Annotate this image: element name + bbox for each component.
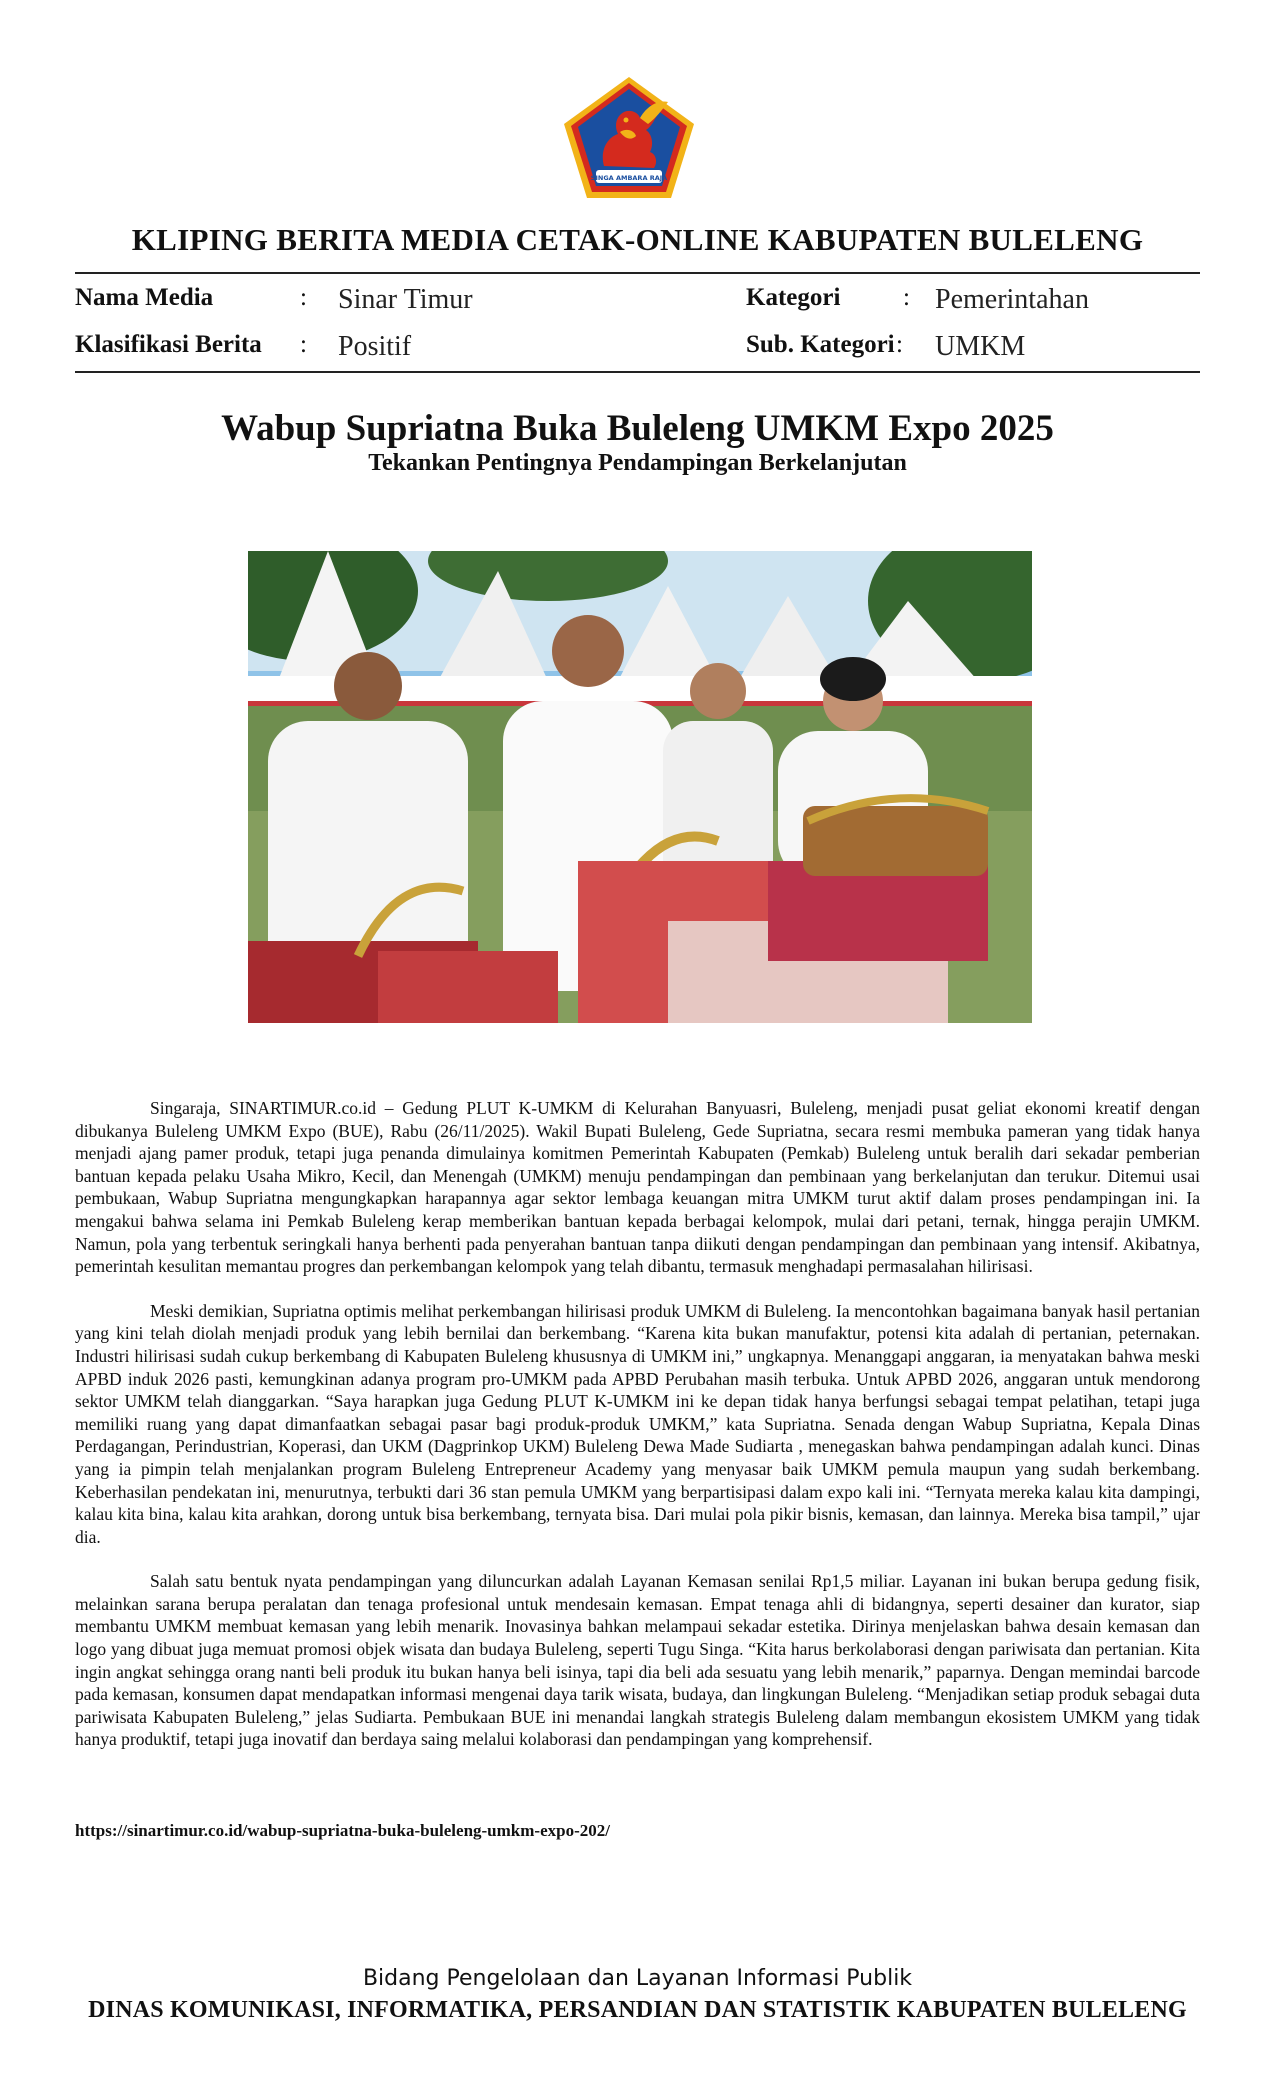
media-name-label: Nama Media — [75, 284, 214, 311]
subcategory-label: Sub. Kategori — [746, 331, 895, 358]
article-photo — [248, 551, 1032, 1023]
news-classification-value: Positif — [338, 331, 412, 362]
document-title: KLIPING BERITA MEDIA CETAK-ONLINE KABUPATEN BULELENG — [131, 222, 1144, 257]
crest-icon — [560, 74, 698, 202]
article-headline: Wabup Supriatna Buka Buleleng UMKM Expo 2025 — [221, 408, 1054, 449]
news-classification-label: Klasifikasi Berita — [75, 331, 262, 358]
category-label: Kategori — [746, 284, 841, 311]
header-divider-bottom — [75, 371, 1200, 373]
buleleng-crest-logo — [560, 74, 698, 202]
article-paragraph-3: Salah satu bentuk nyata pendampingan yang diluncurkan adalah Layanan Kemasan senilai Rp1,5 miliar. Layanan ini bukan berupa gedung fisik, melainkan sarana berupa peralatan dan tenaga profesional untuk mendesain kemasan. Empat tenaga ahli di bidangnya, seperti desainer dan kurator, siap membantu UMKM membuat kemasan yang lebih menarik. Inovasinya bahkan melampaui sekadar estetika. Dirinya menjelaskan bahwa desain kemasan dan logo yang dibuat juga memuat promosi objek wisata dan budaya Buleleng, seperti Tugu Singa. “Kita harus berkolaborasi dengan pariwisata dan pertanian. Kita ingin angkat sehingga orang nanti beli produk itu bukan hanya beli isinya, tapi dia beli ada sesuatu yang lebih menarik,” paparnya. Dengan memindai barcode pada kemasan, konsumen dapat mendapatkan informasi mengenai daya tarik wisata, budaya, dan lingkungan Buleleng. “Menjadikan setiap produk sebagai duta pariwisata Kabupaten Buleleng,” jelas Sudiarta. Pembukaan BUE ini menandai langkah strategis Buleleng dalam membangun ekosistem UMKM yang tidak hanya produktif, tetapi juga inovatif dan berdaya saing melalui kolaborasi dan pendampingan yang komprehensif. — [75, 1571, 1200, 1750]
article-paragraph-2: Meski demikian, Supriatna optimis melihat perkembangan hilirisasi produk UMKM di Buleleng. Ia mencontohkan bagaimana banyak hasil pertanian yang kini telah diolah menjadi produk yang lebih bernilai dan berkembang. “Karena kita bukan manufaktur, potensi kita adalah di pertanian, peternakan. Industri hilirisasi sudah cukup berkembang di Kabupaten Buleleng khususnya di UMKM ini,” ungkapnya. Menanggapi anggaran, ia menyatakan bahwa meski APBD induk 2026 pasti, kemungkinan adanya program pro-UMKM pada APBD Perubahan masih terbuka. Untuk APBD 2026, anggaran untuk mendorong sektor UMKM telah dianggarkan. “Saya harapkan juga Gedung PLUT K-UMKM ini ke depan tidak hanya berfungsi sebagai tempat pelatihan, tetapi juga memiliki ruang yang dapat dimanfaatkan sebagai pasar bagi produk-produk UMKM,” kata Supriatna. Senada dengan Wabup Supriatna, Kepala Dinas Perdagangan, Perindustrian, Koperasi, dan UKM (Dagprinkop UKM) Buleleng Dewa Made Sudiarta , menegaskan bahwa pendampingan adalah kunci. Dinas yang ia pimpin telah menjalankan program Buleleng Entrepreneur Academy yang menyasar baik UMKM pemula maupun yang sudah berkembang. Keberhasilan pendekatan ini, menurutnya, terbukti dari 36 stan pemula UMKM yang berpartisipasi dalam expo kali ini. “Ternyata mereka kalau kita dampingi, kalau kita bina, kalau kita arahkan, dorong untuk bisa berkembang, ternyata bisa. Dari mulai pola pikir bisnis, kemasan, dan lainnya. Mereka bisa tampil,” ujar dia. — [75, 1300, 1200, 1547]
news-classification-colon: : — [300, 331, 307, 358]
source-url-link[interactable]: https://sinartimur.co.id/wabup-supriatna-buka-buleleng-umkm-expo-202/ — [75, 1821, 610, 1840]
footer-division: Bidang Pengelolaan dan Layanan Informasi Publik — [362, 1966, 913, 1991]
footer-agency: DINAS KOMUNIKASI, INFORMATIKA, PERSANDIAN DAN STATISTIK KABUPATEN BULELENG — [88, 1997, 1187, 2023]
article-body — [75, 1097, 1200, 1773]
header-divider-top — [75, 272, 1200, 274]
category-colon: : — [903, 284, 910, 311]
subcategory-colon: : — [896, 331, 903, 358]
category-value: Pemerintahan — [935, 284, 1089, 315]
article-paragraph-1: Singaraja, SINARTIMUR.co.id – Gedung PLUT K-UMKM di Kelurahan Banyuasri, Buleleng, menjadi pusat geliat ekonomi kreatif dengan dibukanya Buleleng UMKM Expo (BUE), Rabu (26/11/2025). Wakil Bupati Buleleng, Gede Supriatna, secara resmi membuka pameran yang tidak hanya menjadi ajang pamer produk, tetapi juga penanda dimulainya komitmen Pemerintah Kabupaten (Pemkab) Buleleng untuk beralih dari sekadar pemberian bantuan kepada pelaku Usaha Mikro, Kecil, dan Menengah (UMKM) menuju pendampingan dan pembinaan yang berkelanjutan dan terukur. Ditemui usai pembukaan, Wabup Supriatna mengungkapkan harapannya agar sektor lembaga keuangan mitra UMKM turut aktif dalam proses pendampingan ini. Ia mengakui bahwa selama ini Pemkab Buleleng kerap memberikan bantuan kepada berbagai kelompok, mulai dari petani, ternak, hingga perajin UMKM. Namun, pola yang terbentuk seringkali hanya berhenti pada penyerahan bantuan tanpa diikuti dengan pendampingan dan pembinaan yang intensif. Akibatnya, pemerintah kesulitan memantau progres dan perkembangan kelompok yang telah dibantu, termasuk menghadapi permasalahan hilirisasi. — [75, 1098, 1200, 1277]
media-name-colon: : — [300, 284, 307, 311]
logo-motto-text: SINGA AMBARA RAJA — [590, 174, 668, 182]
article-subheadline: Tekankan Pentingnya Pendampingan Berkelanjutan — [368, 450, 907, 476]
subcategory-value: UMKM — [935, 331, 1026, 362]
media-name-value: Sinar Timur — [338, 284, 473, 315]
